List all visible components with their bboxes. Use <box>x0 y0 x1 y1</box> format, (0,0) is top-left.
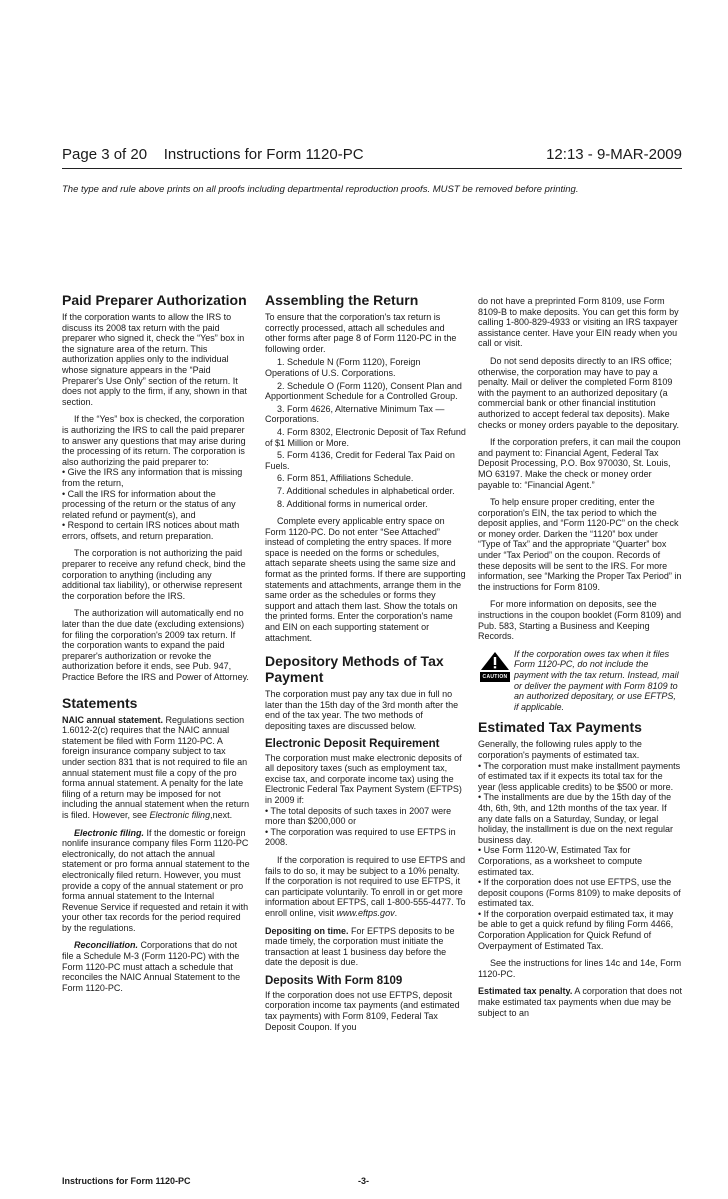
text: Corporations that do not file a Schedule M-3 (Form 1120-PC) with the Form 1120-PC must attach a schedule that reconciles the NAIC Annual Statement to the Form 1120-PC. <box>62 940 241 993</box>
text: If the corporation is required to use EFTPS and fails to do so, it may be subject to a 10% penalty. If the corporation is not required to use EFTPS, it can participate voluntarily. To enroll in or get more information about EFTPS, call 1-800-555-4477. To enroll online, visit <box>265 854 466 918</box>
paragraph: Generally, the following rules apply to the corporation's payments of estimated tax. <box>478 739 642 760</box>
run-in-heading: Depositing on time. <box>265 925 349 936</box>
paragraph: If the corporation wants to allow the IRS to discuss its 2008 tax return with the paid preparer who signed it, check the “Yes” box in the signature area of the return. This authorization applies only to the individual whose signature appears in the “Paid Preparer's Use Only” section of the return. It does not apply to the firm, if any, shown in that section. <box>62 312 247 407</box>
paragraph-depositing-on-time <box>265 926 466 968</box>
footer-title: Instructions for Form 1120-PC <box>62 1176 191 1186</box>
header-left: Page 3 of 20 Instructions for Form 1120-PC <box>62 146 364 163</box>
run-in-heading: NAIC annual statement. <box>62 714 164 725</box>
list-item: 2. Schedule O (Form 1120), Consent Plan and Apportionment Schedule for a Controlled Group. <box>265 380 462 402</box>
paragraph: If the “Yes” box is checked, the corporation is authorizing the IRS to call the paid preparer to answer any questions that may arise during the processing of its return. The corporation is also authorizing the paid preparer to: <box>62 414 246 467</box>
run-in-heading: Estimated tax penalty. <box>478 986 573 997</box>
text: For EFTPS deposits to be made timely, the corporation must initiate the transaction at least 1 business day before the date the deposit is due. <box>265 925 455 968</box>
list-item: 5. Form 4136, Credit for Federal Tax Paid on Fuels. <box>265 450 455 471</box>
paragraph: See the instructions for lines 14c and 14e, Form 1120-PC. <box>478 958 682 979</box>
paragraph: do not have a preprinted Form 8109, use Form 8109-B to make deposits. You can get this form by calling 1-800-829-4933 or visiting an IRS taxpayer assistance center. Have your EIN ready when you call or visit. <box>478 296 679 349</box>
column-1 <box>62 292 250 1000</box>
paragraph: The corporation must pay any tax due in full no later than the 15th day of the 3rd month after the end of the tax year. The two methods of depositing taxes are discussed below. <box>265 689 459 731</box>
paragraph: If the corporation does not use EFTPS, deposit corporation income tax payments (and estimated tax payments) with Form 8109, Federal Tax Deposit Coupon. If you <box>265 989 460 1032</box>
paragraph-reconciliation <box>62 940 250 993</box>
text: If the domestic or foreign nonlife insurance company files Form 1120-PC electronically, do not attach the annual statement or pro forma annual statement to the electronically filed return. However, you must provide a copy of the annual statement or pro forma annual statement to the Internal Revenue Service if requested and retain it with your other tax records for the period required by the regulations. <box>62 827 250 933</box>
caution-label: CAUTION <box>480 672 510 683</box>
bullet-item: • Call the IRS for information about the processing of the return or the status of any related refund or payment(s), and <box>62 488 236 520</box>
bullet-item: • Give the IRS any information that is missing from the return, <box>62 467 243 488</box>
column-3 <box>478 296 682 1025</box>
paragraph: Complete every applicable entry space on Form 1120-PC. Do not enter “See Attached” instead of completing the entry spaces. If more space is needed on the forms or schedules, attach separate sheets using the same size and format as the printed forms. If there are supporting statements and attachments, arrange them in the same order as the schedules or forms they support and attach them last. Show the totals on the printed forms. Enter the corporation's name and EIN on each supporting statement or attachment. <box>265 516 466 643</box>
heading-electronic-deposit: Electronic Deposit Requirement <box>265 737 440 750</box>
header-right: 12:13 - 9-MAR-2009 <box>546 146 682 163</box>
text: ,next. <box>210 809 233 820</box>
text: Regulations section 1.6012-2(c) requires that the NAIC annual statement be filed with Form 1120-PC. A foreign insurance company subject to tax under section 831 that is not required to file an annual statement must file a copy of the pro forma annual statement. A penalty for the late filing of a return may be imposed for not including the annual statement when the return is filed. However, see <box>62 714 250 820</box>
paragraph: The authorization will automatically end no later than the due date (excluding extensions) for filing the corporation's 2009 tax return. If the corporation wants to expand the paid preparer's authorization or revoke the authorization before it ends, see Pub. 947, Practice Before the IRS and Power of Attorney. <box>62 608 249 682</box>
paragraph: The corporation is not authorizing the paid preparer to receive any refund check, bind the corporation to anything (including any additional tax liability), or otherwise represent the corporation before the IRS. <box>62 548 246 601</box>
heading-estimated-tax: Estimated Tax Payments <box>478 719 642 736</box>
paragraph-electronic-filing <box>62 828 250 934</box>
caution-text: If the corporation owes tax when it files Form 1120-PC, do not include the payment with the tax return. Instead, mail or deliver the payment with Form 8109 to an authorized depositary, or use EFTPS, if applicable. <box>514 648 679 712</box>
heading-depository-methods: Depository Methods of Tax Payment <box>265 653 444 686</box>
paragraph: For more information on deposits, see the instructions in the coupon booklet (Form 8109) and Pub. 583, Starting a Business and Keeping Records. <box>478 599 682 642</box>
heading-assembling: Assembling the Return <box>265 292 419 308</box>
list-item: 6. Form 851, Affiliations Schedule. <box>277 473 414 484</box>
list-item: 3. Form 4626, Alternative Minimum Tax — Corporations. <box>265 403 445 425</box>
bullet-item: • If the corporation overpaid estimated tax, it may be able to get a quick refund by filing Form 4466, Corporation Application for Quick Refund of Overpayment of Estimated Tax. <box>478 908 674 951</box>
text: A corporation that does not make estimated tax payments when due may be subject to an <box>478 986 682 1018</box>
run-in-heading: Electronic filing. <box>74 827 145 838</box>
list-item: 4. Form 8302, Electronic Deposit of Tax Refund of $1 Million or More. <box>265 426 466 448</box>
page-number: -3- <box>358 1176 369 1186</box>
warning-triangle-icon <box>480 651 510 671</box>
paragraph-naic <box>62 715 250 821</box>
heading-statements: Statements <box>62 694 138 711</box>
heading-deposits-8109: Deposits With Form 8109 <box>265 974 403 987</box>
bullet-item: • The total deposits of such taxes in 2007 were more than $200,000 or <box>265 805 452 827</box>
column-2 <box>265 292 466 1039</box>
heading-paid-preparer: Paid Preparer Authorization <box>62 292 247 308</box>
header-rule <box>62 168 682 169</box>
text: . <box>394 907 398 918</box>
paragraph: Do not send deposits directly to an IRS office; otherwise, the corporation may have to pay a penalty. Mail or deliver the completed Form 8109 with the payment to an authorized depositary (a commercial bank or other financial institution authorized to accept federal tax deposits). Make checks or money orders payable to the depositary. <box>478 355 679 430</box>
paragraph: The corporation must make electronic deposits of all depository taxes (such as employment tax, excise tax, and corporate income tax) using the Electronic Federal Tax Payment System (EFTPS) in 2009 if: <box>265 752 462 805</box>
list-item: 8. Additional forms in numerical order. <box>277 498 428 509</box>
eftps-url-link[interactable]: www.eftps.gov <box>336 907 395 918</box>
bullet-item: • Respond to certain IRS notices about math errors, offsets, and return preparation. <box>62 520 240 541</box>
proof-note: The type and rule above prints on all proofs including departmental reproduction proofs. MUST be removed before printing. <box>62 184 579 195</box>
paragraph: To help ensure proper crediting, enter the corporation's EIN, the tax period to which the deposit applies, and “Form 1120-PC” on the check or money order. Darken the “1120” box under “Type of Tax” and the appropriate “Quarter” box under “Tax Period” on the coupon. Records of these deposits will be sent to the IRS. For more information, see “Marking the Proper Tax Period” in the instructions for Form 8109. <box>478 497 682 592</box>
paragraph: To ensure that the corporation's tax return is correctly processed, attach all schedules and other forms after page 8 of Form 1120-PC in the following order. <box>265 312 457 354</box>
bullet-item: • The corporation was required to use EFTPS in 2008. <box>265 826 456 848</box>
cross-reference: Electronic filing <box>149 809 211 820</box>
caution-icon <box>480 651 510 683</box>
bullet-item: • Use Form 1120-W, Estimated Tax for Corporations, as a worksheet to compute estimated tax. <box>478 845 643 877</box>
caution-note <box>478 649 682 713</box>
attachment-order-list <box>265 357 466 509</box>
paragraph-estimated-penalty <box>478 986 682 1018</box>
bullet-item: • The corporation must make installment payments of estimated tax if it expects its total tax for the year (less applicable credits) to be $500 or more. <box>478 760 681 792</box>
bullet-item: • The installments are due by the 15th day of the 4th, 6th, 9th, and 12th months of the tax year. If any date falls on a Saturday, Sunday, or legal holiday, the installment is due on the next regular business day. <box>478 792 673 845</box>
bullet-item: • If the corporation does not use EFTPS, use the deposit coupons (Forms 8109) to make deposits of estimated tax. <box>478 877 681 909</box>
list-item: 7. Additional schedules in alphabetical order. <box>277 485 455 496</box>
paragraph-eftps <box>265 855 466 919</box>
paragraph: If the corporation prefers, it can mail the coupon and payment to: Financial Agent, Federal Tax Deposit Processing, P.O. Box 970030, St. Louis, MO 63197. Make the check or money order payable to: “Financial Agent.” <box>478 437 681 490</box>
run-in-heading: Reconciliation. <box>74 940 139 951</box>
list-item: 1. Schedule N (Form 1120), Foreign Operations of U.S. Corporations. <box>265 357 421 378</box>
